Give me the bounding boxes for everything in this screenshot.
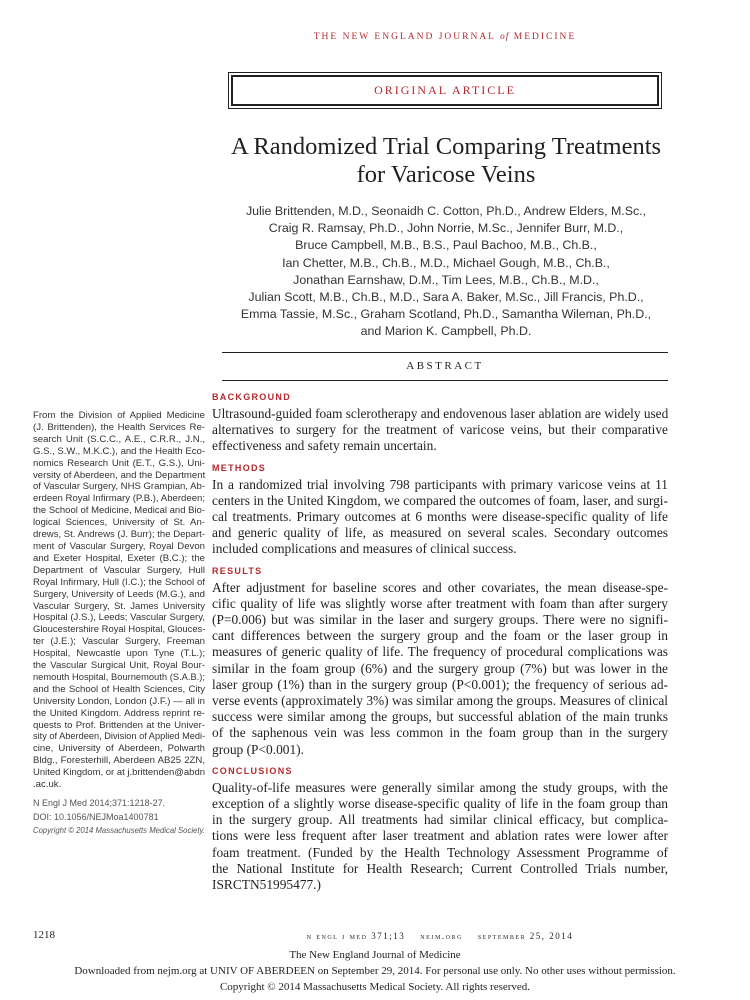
download-notice-line: The New England Journal of Medicine: [289, 949, 461, 961]
abstract-text-line: (P=0.006) but was similar in the laser and surgery groups. There were no signifi-: [212, 612, 668, 628]
affiliation-line: University London, London (J.F.) — all in: [33, 695, 205, 707]
author-line: Emma Tassie, M.Sc., Graham Scotland, Ph.D., Samantha Wileman, Ph.D.,: [240, 307, 652, 322]
abstract-text-line: tions were less frequent after laser treatment and ablation rates were lower after: [212, 828, 668, 844]
affiliation-line: Royal Infirmary, Hull (I.C.); the School of: [33, 576, 205, 588]
affiliation-line: logical Sciences, University of St. An-: [33, 517, 205, 529]
affiliation-line: the United Kingdom. Address reprint re-: [33, 707, 205, 719]
abstract-text-line: ISRCTN51995477.): [212, 877, 321, 893]
abstract-section-conclusions: [212, 766, 668, 893]
author-line: Julie Brittenden, M.D., Seonaidh C. Cotton, Ph.D., Andrew Elders, M.Sc.,: [245, 204, 647, 218]
affiliation-line: Gloucestershire Royal Hospital, Glouces-: [33, 624, 206, 636]
affiliation-line: erdeen Royal Infirmary (P.B.), Aberdeen;: [33, 493, 206, 505]
abstract-text-line: of the saphenous vein was less common in the foam group than in the surgery: [212, 725, 668, 741]
article-type: ORIGINAL ARTICLE: [231, 75, 659, 106]
article-type-box: [228, 72, 662, 109]
affiliations: [33, 410, 205, 791]
affiliation-line: ter (J.E.); Vascular Surgery, Freeman: [33, 636, 205, 648]
affiliation-line: Bldg., Foresterhill, Aberdeen AB25 2ZN,: [33, 755, 205, 767]
running-footer: n engl j med 371;13 nejm.org september 25, 2014: [306, 931, 574, 941]
affiliation-line: Hospital, Newcastle upon Tyne (T.L.);: [33, 648, 205, 660]
affiliation-line: and the School of Health Sciences, City: [33, 683, 205, 695]
abstract-text-line: In a randomized trial involving 798 participants with primary varicose veins at 11: [212, 476, 668, 492]
journal-name-main: NEW ENGLAND JOURNAL: [342, 32, 501, 42]
section-heading: METHODS: [212, 462, 267, 473]
abstract-section-results: [212, 566, 668, 758]
page-number: 1218: [33, 929, 55, 941]
abstract-text-line: cal treatments. Primary outcomes at 6 months were disease-specific quality of life: [212, 509, 668, 525]
affiliation-line: search Unit (S.C.C., A.E., C.R.R., J.N.,: [33, 433, 205, 445]
abstract-text-line: Quality-of-life measures were generally similar among the study groups, with the: [212, 779, 668, 795]
abstract-text-line: the National Institute for Health Research; Current Controlled Trials number,: [212, 860, 668, 876]
section-heading: RESULTS: [212, 565, 263, 576]
affiliation-line: ment of Vascular Surgery, Royal Devon: [33, 540, 205, 552]
abstract-text-line: verse events (approximately 3%) was similar among the groups. Measures of clinical: [212, 693, 668, 709]
abstract-text-line: in the surgery group. All treatments had similar clinical efficacy, but complica-: [212, 812, 668, 828]
abstract-text-line: Ultrasound-guided foam sclerotherapy and endovenous laser ablation are widely used: [212, 406, 669, 421]
journal-name-post: MEDICINE: [509, 32, 577, 42]
author-list: [212, 203, 680, 341]
affiliation-line: drews, St. Andrews (J. Burr); the Depart-: [33, 529, 205, 541]
abstract-text-line: laser group (1%) than in the surgery group (P<0.001); the frequency of serious ad-: [212, 676, 668, 692]
affiliation-line: nemouth Hospital, Bournemouth (S.A.B.);: [33, 671, 205, 683]
article-title: [212, 133, 680, 189]
abstract-section-methods: [212, 463, 668, 558]
abstract-section-background: [212, 392, 668, 455]
abstract-text-line: measures of generic quality of life. The frequency of procedural complications was: [212, 644, 668, 660]
affiliation-line: Vascular Surgery, St. James University: [33, 600, 205, 612]
affiliation-line: Surgery, University of Leeds (M.G.), and: [33, 588, 205, 600]
doi-link[interactable]: DOI: 10.1056/NEJMoa1400781: [33, 811, 159, 822]
abstract-text-line: exception of a slightly worse disease-specific quality of life in the foam group than: [212, 796, 668, 812]
affiliation-line: cine, University of Aberdeen, Polwarth: [33, 743, 205, 755]
download-notice-line: Copyright © 2014 Massachusetts Medical Society. All rights reserved.: [219, 981, 531, 993]
affiliation-line: nomics Research Unit (E.T., G.S.), Uni-: [33, 457, 205, 469]
author-line: Ian Chetter, M.B., Ch.B., M.D., Michael Gough, M.B., Ch.B.,: [282, 255, 610, 270]
abstract-text-line: success were similar among the groups, but successful ablation of the main trunks: [212, 709, 668, 725]
affiliation-line: the Vascular Surgical Unit, Royal Bour-: [33, 660, 205, 672]
abstract-text-line: alternatives to surgery for the treatment of varicose veins, but their comparative: [212, 422, 668, 438]
affiliation-line: the School of Medicine, Medical and Bio-: [33, 505, 205, 517]
author-line: Bruce Campbell, M.B., B.S., Paul Bachoo, M.B., Ch.B.,: [295, 238, 597, 253]
journal-name-pre: THE: [313, 32, 343, 42]
abstract-text-line: cant differences between the surgery group and the foam or the laser group in: [212, 628, 668, 644]
citation-block: [33, 797, 205, 838]
abstract-heading: ABSTRACT: [222, 352, 668, 381]
abstract-body: [212, 392, 668, 893]
title-line: A Randomized Trial Comparing Treatments: [230, 133, 662, 160]
citation-reference: N Engl J Med 2014;371:1218-27.: [33, 798, 166, 808]
download-notice: [0, 947, 750, 995]
abstract-text-line: effectiveness and safety remain uncertain.: [212, 438, 437, 454]
affiliation-line: sity of Aberdeen, Division of Applied Medi-: [33, 731, 206, 743]
download-notice-line: Downloaded from nejm.org at UNIV OF ABERDEEN on September 29, 2014. For personal use only. No other uses without permission.: [74, 965, 676, 977]
affiliation-line: .ac.uk.: [33, 779, 62, 791]
affiliation-line: versity of Aberdeen, and the Department: [33, 469, 206, 481]
affiliation-line: Department of Vascular Surgery, Hull: [33, 564, 205, 576]
affiliation-line: G.S., S.W., M.K.C.), and the Health Eco-: [33, 445, 205, 457]
affiliation-line: and Exeter Hospital, Exeter (B.C.); the: [33, 552, 205, 564]
section-heading: BACKGROUND: [212, 392, 291, 402]
author-line: Julian Scott, M.B., Ch.B., M.D., Sara A. Baker, M.Sc., Jill Francis, Ph.D.,: [248, 290, 644, 305]
abstract-text-line: included complications and measures of clinical success.: [212, 541, 517, 557]
journal-header: [228, 32, 662, 42]
affiliation-line: Hospital (J.S.), Leeds; Vascular Surgery,: [33, 612, 205, 624]
section-heading: CONCLUSIONS: [212, 765, 293, 776]
author-line: Craig R. Ramsay, Ph.D., John Norrie, M.Sc., Jennifer Burr, M.D.,: [268, 221, 624, 236]
author-line: and Marion K. Campbell, Ph.D.: [360, 324, 532, 339]
abstract-text-line: similar in the foam group (6%) and the surgery group (7%) but was lower in the: [212, 660, 668, 676]
journal-name-of: of: [500, 32, 510, 42]
abstract-text-line: centers in the United Kingdom, we compared the outcomes of foam, laser, and surgi-: [212, 492, 668, 508]
affiliation-line: quests to Prof. Brittenden at the Univer-: [33, 719, 205, 731]
abstract-text-line: After adjustment for baseline scores and other covariates, the mean disease-spe-: [212, 579, 668, 595]
title-line: for Varicose Veins: [356, 161, 536, 188]
copyright-notice: Copyright © 2014 Massachusetts Medical Society.: [33, 825, 205, 835]
author-line: Jonathan Earnshaw, D.M., Tim Lees, M.B., Ch.B., M.D.,: [293, 272, 599, 287]
abstract-text-line: group (P<0.001).: [212, 741, 304, 757]
affiliation-line: United Kingdom, or at j.brittenden@abdn: [33, 767, 206, 779]
affiliation-line: (J. Brittenden), the Health Services Re-: [33, 421, 205, 433]
affiliation-line: of Vascular Surgery, NHS Grampian, Ab-: [33, 481, 205, 493]
affiliation-line: From the Division of Applied Medicine: [33, 410, 205, 421]
abstract-text-line: and generic quality of life, as measured on several scales. Secondary outcomes: [212, 525, 668, 541]
abstract-text-line: cific quality of life was slightly worse after treatment with foam than after surgery: [212, 595, 668, 611]
abstract-text-line: foam treatment. (Funded by the Health Technology Assessment Programme of: [212, 844, 668, 860]
